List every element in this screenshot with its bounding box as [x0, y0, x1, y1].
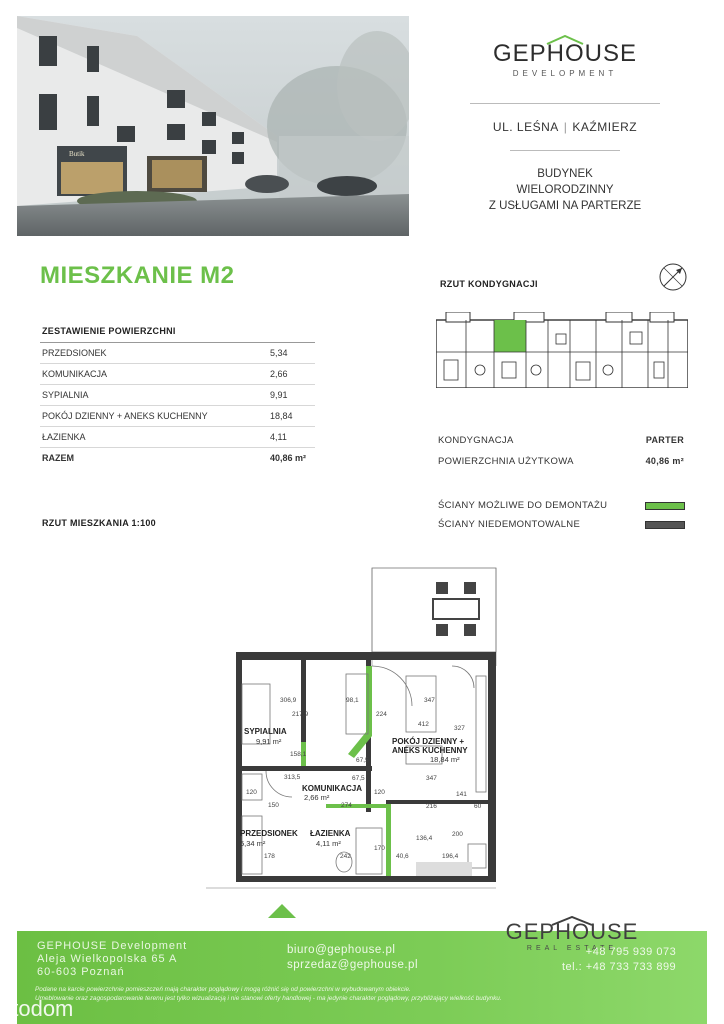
- dim: 67,5: [356, 757, 369, 764]
- disclaimer-line-1: Podane na karcie powierzchnie pomieszczeń mają charakter poglądowy i mogą różnić się od powierzchni w wybudowanym obiekcie.: [35, 986, 411, 993]
- total-value: 40,86 m²: [270, 453, 307, 463]
- contact-phones: [562, 945, 676, 975]
- dim: 224: [376, 711, 387, 718]
- company-info: [37, 940, 187, 979]
- legend-removable-label: ŚCIANY MOŻLIWE DO DEMONTAŻU: [438, 500, 608, 511]
- room-komunikacja: KOMUNIKACJA: [302, 784, 362, 793]
- footer-logo-tagline: REAL ESTATE: [526, 945, 618, 952]
- areas-heading: ZESTAWIENIE POWIERZCHNI: [42, 326, 176, 336]
- apartment-title: MIESZKANIE M2: [40, 262, 235, 289]
- legend-fixed-label: ŚCIANY NIEDEMONTOWALNE: [438, 519, 581, 530]
- dim: 120: [246, 789, 257, 796]
- legend-fixed-swatch: [645, 521, 685, 529]
- dim: 313,5: [284, 774, 301, 781]
- building-visualization: [17, 16, 409, 236]
- row-label: ŁAZIENKA: [42, 432, 86, 442]
- footer-logo-name: GEPHOUSE: [505, 919, 639, 944]
- dim: 136,4: [416, 835, 433, 842]
- floor-heading: RZUT KONDYGNACJI: [440, 279, 538, 289]
- dim: 306,9: [280, 697, 297, 704]
- row-label: SYPIALNIA: [42, 390, 89, 400]
- dim: 327: [454, 725, 465, 732]
- divider: [470, 103, 660, 104]
- row-label: POKÓJ DZIENNY + ANEKS KUCHENNY: [42, 411, 208, 421]
- table-row: [40, 406, 315, 427]
- roof-icon: [550, 916, 594, 926]
- dim: 120: [374, 789, 385, 796]
- disclaimer-line-2: Umeblowanie oraz zagospodarowanie terenu jest tylko wizualizacją i nie stanowi oferty handlowej - ma jedynie charakter poglądowy, przybliżający wielkość budynku.: [35, 995, 502, 1002]
- total-row: [40, 448, 315, 469]
- apartment-plan: [206, 566, 506, 926]
- area-sypialnia: 9,91 m²: [256, 737, 282, 746]
- dim: 141: [456, 791, 467, 798]
- dim: 200: [452, 831, 463, 838]
- logo-name: GEPHOUSE: [492, 40, 638, 67]
- address-city: KAŹMIERZ: [572, 120, 638, 134]
- dim: 60: [474, 803, 482, 810]
- area-pokoj: 18,84 m²: [430, 755, 460, 764]
- address-street: UL. LEŚNA: [492, 120, 559, 134]
- area-komunikacja: 2,66 m²: [304, 793, 330, 802]
- room-pokoj-line1: POKÓJ DZIENNY +: [392, 737, 465, 746]
- address: [470, 120, 660, 134]
- dim: 170: [374, 845, 385, 852]
- area-przedsionek: 5,34 m²: [240, 839, 266, 848]
- company-city: 60-603 Poznań: [37, 966, 125, 978]
- area-lazienka: 4,11 m²: [316, 839, 341, 848]
- building-line-1: BUDYNEK: [537, 168, 593, 180]
- dim: 347: [426, 775, 437, 782]
- compass-icon: [658, 262, 688, 292]
- dim: 274: [341, 802, 352, 809]
- dim: 98,1: [346, 697, 359, 704]
- room-lazienka: ŁAZIENKA: [310, 829, 351, 838]
- kondygnacja-row: [438, 435, 688, 446]
- legend-removable-swatch: [645, 502, 685, 510]
- roof-icon: [545, 35, 585, 45]
- dim: 67,5: [352, 775, 365, 782]
- usable-label: POWIERZCHNIA UŻYTKOWA: [438, 456, 574, 467]
- table-row: [40, 364, 315, 385]
- row-value: 2,66: [270, 369, 288, 379]
- contact-emails: [287, 943, 418, 973]
- building-line-3: Z USŁUGAMI NA PARTERZE: [488, 200, 642, 212]
- logo-tagline: DEVELOPMENT: [512, 69, 618, 78]
- dim: 412: [418, 721, 429, 728]
- floor-key-plan: [436, 312, 688, 388]
- company-name: GEPHOUSE Development: [37, 940, 188, 952]
- table-row: [40, 343, 315, 364]
- row-value: 9,91: [270, 390, 288, 400]
- dim: 40,6: [396, 853, 409, 860]
- phone-1[interactable]: +48 795 939 073: [585, 946, 677, 958]
- table-row: [40, 427, 315, 448]
- disclaimer: [35, 985, 705, 1003]
- usable-area-row: [438, 456, 688, 467]
- company-street: Aleja Wielkopolska 65 A: [37, 953, 178, 965]
- footer: [17, 919, 707, 1024]
- dim: 242: [340, 853, 351, 860]
- building-render-image: [17, 16, 409, 236]
- total-label: RAZEM: [42, 453, 74, 463]
- dim: 216: [426, 803, 437, 810]
- building-description: [470, 166, 660, 214]
- phone-2[interactable]: tel.: +48 733 733 899: [562, 961, 677, 973]
- dim: 158,1: [290, 751, 307, 758]
- address-separator: |: [563, 120, 568, 134]
- shop-sign: Butik: [69, 150, 85, 158]
- usable-value: 40,86 m²: [645, 456, 684, 466]
- dim: 196,4: [442, 853, 459, 860]
- gephouse-logo: [460, 40, 670, 78]
- room-pokoj-line2: ANEKS KUCHENNY: [392, 746, 468, 755]
- row-value: 18,84: [270, 411, 293, 421]
- row-label: PRZEDSIONEK: [42, 348, 107, 358]
- plan-heading: RZUT MIESZKANIA 1:100: [42, 518, 156, 528]
- divider: [510, 150, 620, 151]
- table-row: [40, 385, 315, 406]
- kondygnacja-label: KONDYGNACJA: [438, 435, 514, 446]
- otodom-watermark: otodom: [0, 996, 74, 1021]
- room-sypialnia: SYPIALNIA: [244, 727, 287, 736]
- row-value: 4,11: [270, 432, 287, 442]
- dim: 347: [424, 697, 435, 704]
- row-label: KOMUNIKACJA: [42, 369, 108, 379]
- room-przedsionek: PRZEDSIONEK: [240, 829, 298, 838]
- row-value: 5,34: [270, 348, 288, 358]
- dim: 217,9: [292, 711, 309, 718]
- dim: 150: [268, 802, 279, 809]
- areas-table: [40, 343, 315, 469]
- email-biuro[interactable]: biuro@gephouse.pl: [287, 944, 396, 956]
- email-sprzedaz[interactable]: sprzedaz@gephouse.pl: [287, 959, 419, 971]
- building-line-2: WIELORODZINNY: [516, 184, 614, 196]
- kondygnacja-value: PARTER: [645, 435, 684, 445]
- dim: 178: [264, 853, 275, 860]
